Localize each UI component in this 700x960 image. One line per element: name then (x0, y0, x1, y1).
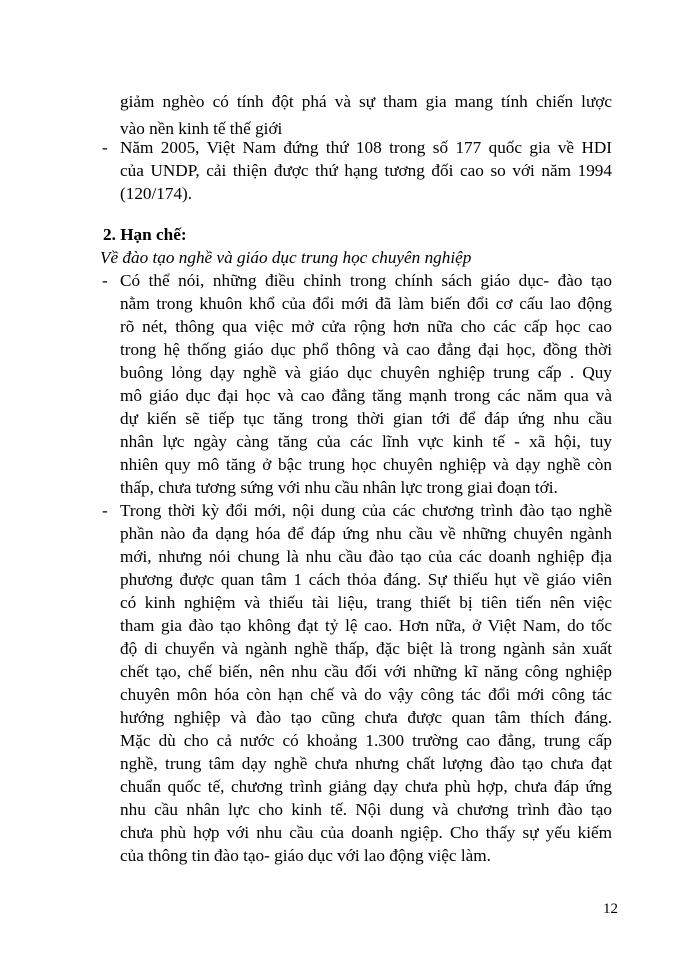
reform-line-6: tham gia đào tạo không đạt tỷ lệ cao. Hơn nữa, ở Việt Nam, do tốc (120, 616, 612, 635)
policy-line-3: rõ nét, thông qua việc mở cửa rộng hơn nữa cho các cấp học cao (120, 317, 612, 336)
policy-line-9: nhiên quy mô tăng ở bậc trung học chuyên nghiệp và dạy nghề còn (120, 455, 612, 474)
reform-line-8: chết tạo, chế biến, nên nhu cầu đối với những kĩ năng công nghiệp (120, 662, 612, 681)
policy-line-8: nhân lực ngày càng tăng của các lĩnh vực kinh tế - xã hội, tuy (120, 432, 612, 451)
policy-line-6: mô giáo dục đại học và cao đẳng tăng mạnh trong các năm qua và (120, 386, 612, 405)
policy-line-1: Có thể nói, những điều chỉnh trong chính sách giáo dục- đào tạo (120, 271, 612, 290)
section-subheading: Về đào tạo nghề và giáo dục trung học chuyên nghiệp (100, 248, 472, 267)
intro-line-2: vào nền kinh tế thế giới (120, 119, 283, 138)
reform-line-4: phương được quan tâm 1 cách thỏa đáng. Sự thiếu hụt về giáo viên (120, 570, 612, 589)
intro-line-1: giảm nghèo có tính đột phá và sự tham gia mang tính chiến lược (120, 92, 612, 111)
hdi-line-2: của UNDP, cải thiện được thứ hạng tương đối cao so với năm 1994 (120, 161, 612, 180)
reform-line-12: nghề, trung tâm dạy nghề chưa nhưng chất lượng đào tạo chưa đạt (120, 754, 612, 773)
reform-line-9: chuyên môn hóa còn hạn chế và do vậy công tác đổi mới công tác (120, 685, 612, 704)
reform-line-15: chưa phù hợp với nhu cầu của doanh ngiệp. Cho thấy sự yếu kiếm (120, 823, 612, 842)
reform-line-3: mới, nhưng nói chung là nhu cầu đào tạo của các doanh nghiệp địa (120, 547, 612, 566)
bullet-marker: - (102, 271, 108, 290)
reform-line-10: hướng nghiệp và đào tạo cũng chưa được quan tâm thích đáng. (120, 708, 612, 727)
reform-line-1: Trong thời kỳ đổi mới, nội dung của các chương trình đào tạo nghề (120, 501, 612, 520)
section-heading: 2. Hạn chế: (103, 225, 187, 244)
reform-line-11: Mặc dù cho cả nước có khoảng 1.300 trường cao đẳng, trung cấp (120, 731, 612, 750)
page-number: 12 (603, 901, 618, 917)
policy-line-10: thấp, chưa tương sứng với nhu cầu nhân lực trong giai đoạn tới. (120, 478, 558, 497)
reform-line-16: của thông tin đào tạo- giáo dục với lao động việc làm. (120, 846, 491, 865)
reform-line-13: chuẩn quốc tế, chương trình giảng dạy chưa phù hợp, chưa đáp ứng (120, 777, 612, 796)
policy-line-4: trong hệ thống giáo dục phổ thông và cao đẳng đại học, đồng thời (120, 340, 612, 359)
reform-line-2: phần nào đa dạng hóa để đáp ứng nhu cầu về những chuyên ngành (120, 524, 612, 543)
policy-line-7: dự kiến sẽ tiếp tục tăng trong thời gian tới để đáp ứng nhu cầu (120, 409, 612, 428)
bullet-marker: - (102, 501, 108, 520)
bullet-marker: - (102, 138, 108, 157)
hdi-line-3: (120/174). (120, 184, 193, 203)
policy-line-5: buông lỏng dạy nghề và giáo dục chuyên nghiệp trung cấp . Quy (120, 363, 612, 382)
reform-line-5: có kinh nghiệm và thiếu tài liệu, trang thiết bị tiên tiến nên việc (120, 593, 612, 612)
hdi-line-1: Năm 2005, Việt Nam đứng thứ 108 trong số 177 quốc gia về HDI (120, 138, 612, 157)
reform-line-14: nhu cầu nhân lực cho kinh tế. Nội dung và chương trình đào tạo (120, 800, 612, 819)
policy-line-2: nằm trong khuôn khổ của đổi mới đã làm biến đổi cơ cấu lao động (120, 294, 612, 313)
reform-line-7: độ di chuyển và ngành nghề thấp, đặc biệt là trong ngành sản xuất (120, 639, 612, 658)
